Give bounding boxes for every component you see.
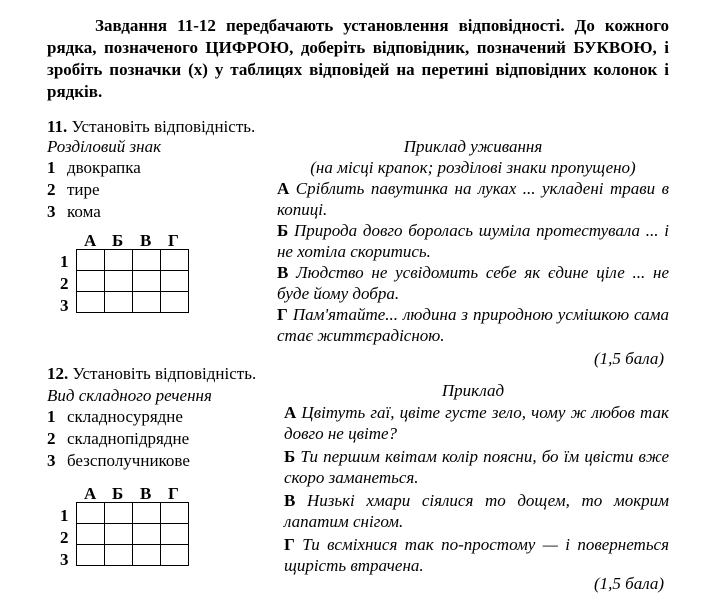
grid-12-cell[interactable]: [105, 503, 133, 524]
grid-12-row-3: 3: [60, 550, 69, 569]
grid-12-cell[interactable]: [105, 545, 133, 566]
task-11-answers: [277, 178, 669, 346]
grid-11-cell[interactable]: [133, 292, 161, 313]
grid-12-col-d: Г: [168, 484, 179, 503]
grid-11-col-d: Г: [168, 231, 179, 250]
grid-12-cell[interactable]: [77, 524, 105, 545]
task-11-option-3: 3 кома: [47, 202, 101, 221]
grid-11-row-3: 3: [60, 296, 69, 315]
grid-12-cell[interactable]: [77, 545, 105, 566]
grid-12-cell[interactable]: [105, 524, 133, 545]
grid-12-cell[interactable]: [161, 545, 189, 566]
task-11-title-text: Установіть відповідність.: [71, 117, 256, 136]
grid-11-cell[interactable]: [133, 271, 161, 292]
task-11-answer-b: Б Природа довго боролась шуміла протестувала ... і не хотіла скоритись.: [277, 221, 669, 261]
grid-11-cell[interactable]: [105, 292, 133, 313]
task-11-score: (1,5 бала): [594, 349, 664, 368]
grid-11-row-1: 1: [60, 252, 69, 271]
task-12-answer-d: Г Ти всміхнися так по-простому — і повернеться щирість втрачена.: [284, 535, 669, 575]
task-12-answers: [284, 402, 669, 578]
task-12-answer-a: А Цвітуть гаї, цвіте густе зело, чому ж любов так довго не цвіте?: [284, 403, 669, 443]
task-12-answer-b: Б Ти першим квітам колір поясни, бо їм цвісти вже скоро заманеться.: [284, 447, 669, 487]
task-12-answer-c: В Низькі хмари сіялися то дощем, то мокрим лапатим снігом.: [284, 491, 670, 531]
task-11-option-1: 1 двокрапка: [47, 158, 141, 177]
task-11-answer-c: В Людство не усвідомить себе як єдине ціле ... не буде йому добра.: [277, 263, 670, 303]
grid-11-row-2: 2: [60, 274, 69, 293]
task-11-right-header: Приклад уживання: [403, 137, 543, 156]
task-12-title: [47, 363, 256, 384]
task-12-option-1: 1 складносурядне: [47, 407, 183, 426]
grid-11-cell[interactable]: [161, 292, 189, 313]
grid-12-cell[interactable]: [133, 545, 161, 566]
grid-11-cell[interactable]: [161, 271, 189, 292]
grid-11-cell[interactable]: [161, 250, 189, 271]
grid-12-row-2: 2: [60, 528, 69, 547]
task-11-answer-a: А Сріблить павутинка на луках ... укладені трави в копиці.: [277, 179, 669, 219]
task-11-option-2: 2 тире: [47, 180, 100, 199]
task-11-number: 11.: [47, 117, 68, 136]
grid-11-col-a: А: [84, 231, 97, 250]
grid-12-cell[interactable]: [161, 503, 189, 524]
grid-11-cell[interactable]: [77, 250, 105, 271]
task-12-option-3: 3 безсполучникове: [47, 451, 190, 470]
grid-12-col-b: Б: [112, 484, 124, 503]
grid-11-cell[interactable]: [77, 292, 105, 313]
grid-12-col-c: В: [140, 484, 152, 503]
grid-11-cell[interactable]: [105, 271, 133, 292]
task-12-option-2: 2 складнопідрядне: [47, 429, 190, 448]
grid-12-cell[interactable]: [77, 503, 105, 524]
answer-grid-12: [76, 502, 189, 566]
task-12-right-header: Приклад: [441, 381, 505, 400]
answer-grid-11: [76, 249, 189, 313]
grid-11-cell[interactable]: [133, 250, 161, 271]
task-12-title-text: Установіть відповідність.: [72, 364, 257, 383]
task-11-title: [47, 116, 255, 137]
grid-12-col-a: А: [84, 484, 97, 503]
grid-12-cell[interactable]: [161, 524, 189, 545]
grid-12-cell[interactable]: [133, 503, 161, 524]
grid-12-cell[interactable]: [133, 524, 161, 545]
grid-12-row-1: 1: [60, 506, 69, 525]
grid-11-cell[interactable]: [77, 271, 105, 292]
grid-11-cell[interactable]: [105, 250, 133, 271]
task-12-left-header: Вид складного речення: [47, 386, 212, 405]
grid-11-col-c: В: [140, 231, 152, 250]
grid-11-col-b: Б: [112, 231, 124, 250]
instructions-paragraph: Завдання 11-12 передбачають установлення відповідності. До кожного рядка, позначеного ЦИФРОЮ, доберіть відповідник, позначений БУКВОЮ, і зробіть позначки (х) у таблицях відповідей на перетині відповідних колонок і рядків.: [47, 16, 669, 101]
task-12-score: (1,5 бала): [594, 574, 664, 593]
task-12-number: 12.: [47, 364, 69, 383]
task-11-left-header: Розділовий знак: [47, 137, 162, 156]
task-11-right-subheader: (на місці крапок; розділові знаки пропущено): [310, 158, 636, 177]
task-11-answer-d: Г Пам'ятайте... людина з природною усмішкою сама стає життєрадісною.: [277, 305, 670, 345]
